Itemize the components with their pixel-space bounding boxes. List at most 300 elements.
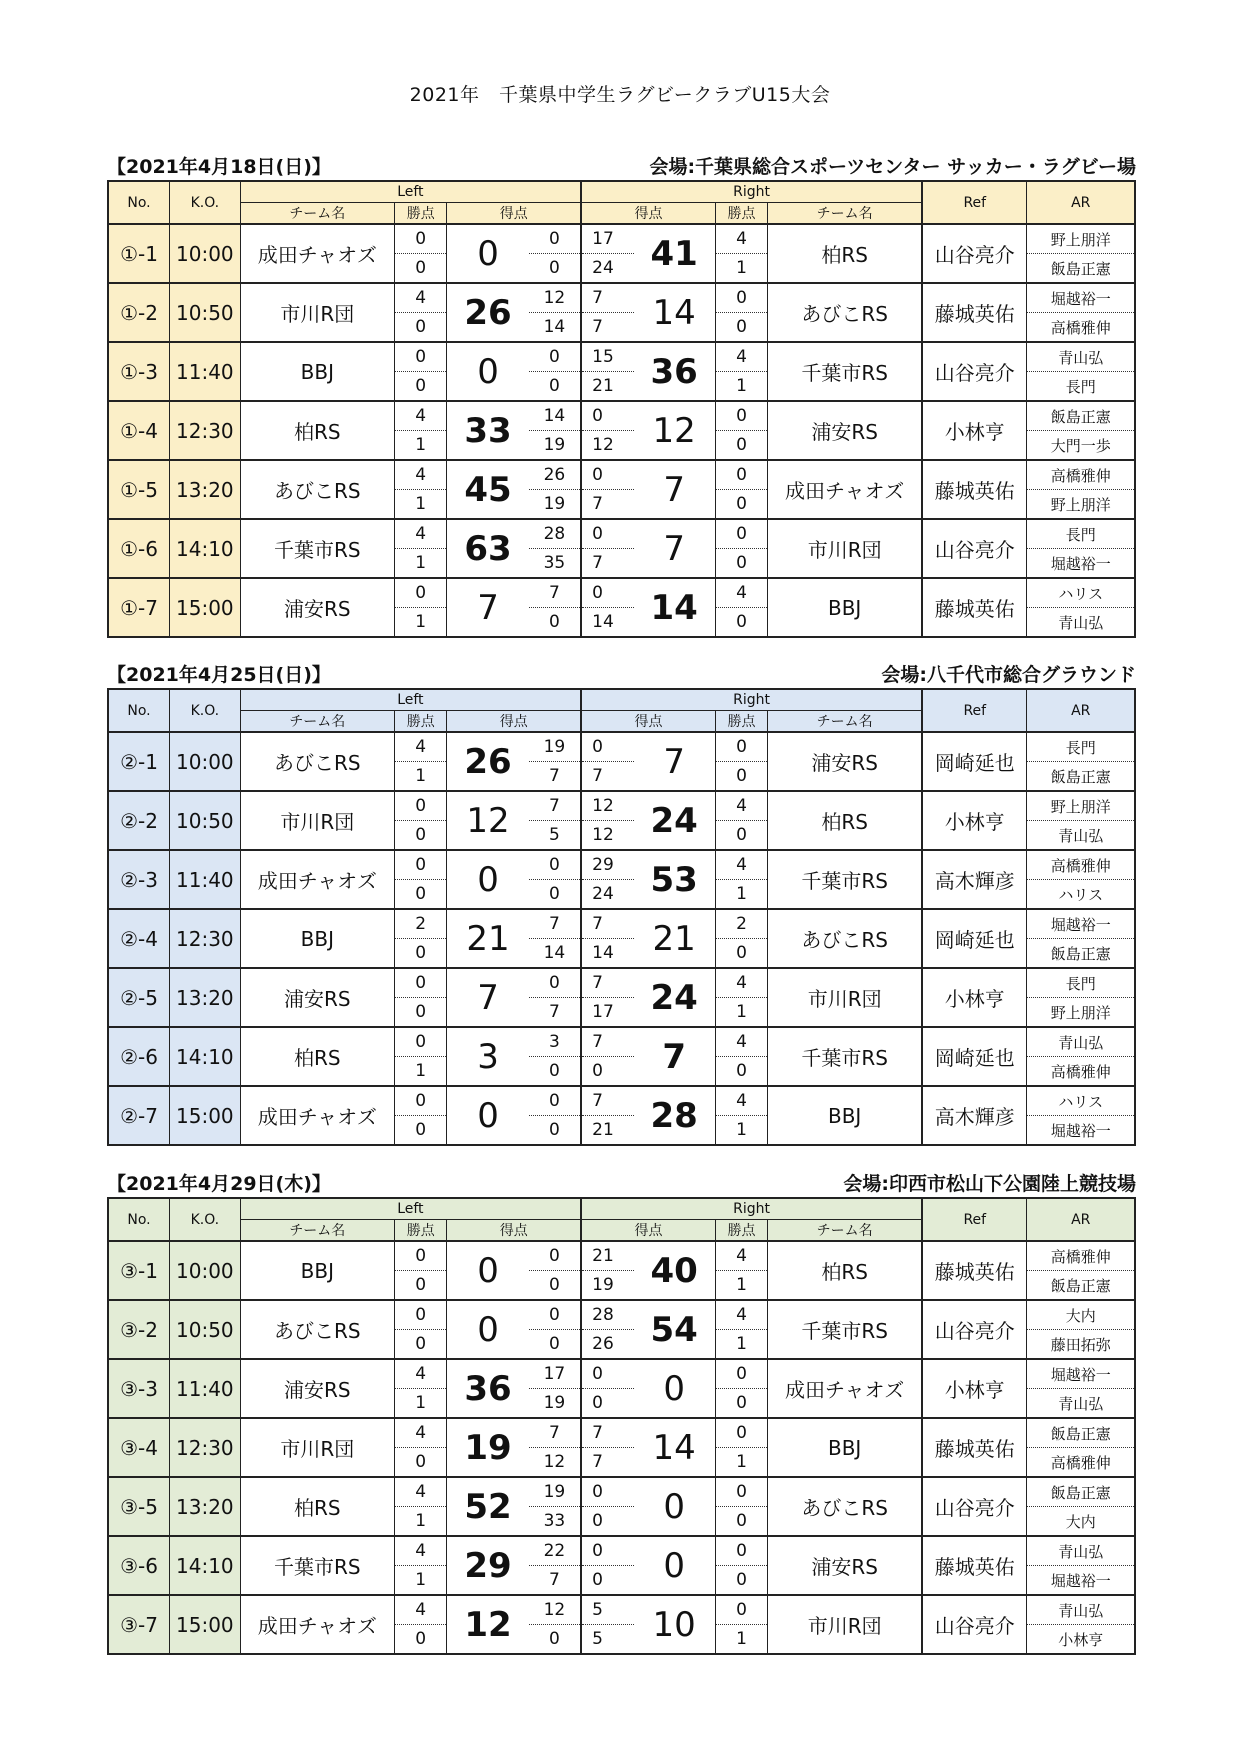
left-points-2: 1 [394, 549, 446, 579]
right-points-1: 0 [715, 1418, 767, 1448]
header-ar: AR [1027, 689, 1135, 732]
match-row [108, 1536, 1135, 1566]
left-team: あびこRS [240, 1300, 394, 1359]
assistant-referee-2: 飯島正憲 [1027, 1271, 1135, 1301]
left-points-2: 1 [394, 608, 446, 638]
header-team-left: チーム名 [240, 711, 394, 733]
right-team: 浦安RS [768, 732, 922, 791]
header-left: Left [240, 1198, 581, 1220]
header-ar: AR [1027, 181, 1135, 224]
assistant-referee-1: 長門 [1027, 732, 1135, 762]
match-number: ③-4 [108, 1418, 170, 1477]
right-half-score-1: 15 [581, 342, 633, 372]
right-half-score-1: 7 [581, 1027, 633, 1057]
right-total-score: 40 [634, 1241, 716, 1300]
right-points-1: 4 [715, 578, 767, 608]
header-right: Right [581, 181, 922, 203]
referee: 藤城英佑 [922, 578, 1027, 637]
right-points-1: 4 [715, 1086, 767, 1116]
right-half-score-2: 0 [581, 1389, 633, 1419]
header-score-right: 得点 [581, 711, 715, 733]
right-points-1: 4 [715, 1300, 767, 1330]
assistant-referee-2: 青山弘 [1027, 821, 1135, 851]
left-team: 成田チャオズ [240, 1595, 394, 1654]
match-number: ②-1 [108, 732, 170, 791]
right-points-1: 0 [715, 283, 767, 313]
match-number: ①-3 [108, 342, 170, 401]
left-half-score-1: 12 [529, 283, 581, 313]
assistant-referee-2: 大内 [1027, 1507, 1135, 1537]
match-row [108, 224, 1135, 254]
right-points-1: 0 [715, 519, 767, 549]
left-team: 市川R団 [240, 283, 394, 342]
left-team: あびこRS [240, 732, 394, 791]
left-team: 市川R団 [240, 791, 394, 850]
match-number: ③-7 [108, 1595, 170, 1654]
assistant-referee-2: 堀越裕一 [1027, 1566, 1135, 1596]
left-points-2: 1 [394, 762, 446, 792]
left-points-1: 0 [394, 1300, 446, 1330]
right-points-1: 4 [715, 1027, 767, 1057]
left-points-1: 4 [394, 1359, 446, 1389]
left-total-score: 19 [447, 1418, 529, 1477]
right-total-score: 7 [634, 460, 716, 519]
right-points-1: 2 [715, 909, 767, 939]
left-half-score-2: 0 [529, 608, 581, 638]
match-row [108, 283, 1135, 313]
header-no: No. [108, 689, 170, 732]
header-team-left: チーム名 [240, 203, 394, 225]
section-date: 【2021年4月29日(木)】 [107, 1173, 331, 1195]
right-team: 千葉市RS [768, 342, 922, 401]
right-total-score: 41 [634, 224, 716, 283]
left-points-1: 4 [394, 519, 446, 549]
left-total-score: 7 [447, 578, 529, 637]
right-team: BBJ [768, 1086, 922, 1145]
left-total-score: 0 [447, 342, 529, 401]
referee: 岡崎延也 [922, 909, 1027, 968]
header-team-right: チーム名 [768, 711, 922, 733]
right-points-2: 0 [715, 490, 767, 520]
kickoff-time: 12:30 [170, 1418, 241, 1477]
right-points-2: 1 [715, 1625, 767, 1655]
kickoff-time: 10:50 [170, 1300, 241, 1359]
assistant-referee-1: 野上朋洋 [1027, 791, 1135, 821]
assistant-referee-2: ハリス [1027, 880, 1135, 910]
left-points-2: 0 [394, 880, 446, 910]
left-half-score-2: 33 [529, 1507, 581, 1537]
kickoff-time: 11:40 [170, 1359, 241, 1418]
referee: 山谷亮介 [922, 1300, 1027, 1359]
right-half-score-1: 7 [581, 283, 633, 313]
assistant-referee-2: 高橋雅伸 [1027, 313, 1135, 343]
right-team: 柏RS [768, 224, 922, 283]
right-total-score: 7 [634, 519, 716, 578]
left-half-score-1: 0 [529, 224, 581, 254]
left-points-1: 0 [394, 1027, 446, 1057]
referee: 藤城英佑 [922, 283, 1027, 342]
referee: 岡崎延也 [922, 732, 1027, 791]
left-half-score-1: 26 [529, 460, 581, 490]
match-row [108, 1086, 1135, 1116]
match-number: ③-5 [108, 1477, 170, 1536]
right-points-1: 0 [715, 401, 767, 431]
right-half-score-1: 21 [581, 1241, 633, 1271]
referee: 山谷亮介 [922, 224, 1027, 283]
right-points-1: 4 [715, 342, 767, 372]
right-half-score-2: 0 [581, 1566, 633, 1596]
left-total-score: 21 [447, 909, 529, 968]
match-row [108, 1241, 1135, 1271]
match-row [108, 909, 1135, 939]
match-row [108, 578, 1135, 608]
assistant-referee-1: 大内 [1027, 1300, 1135, 1330]
left-half-score-1: 12 [529, 1595, 581, 1625]
left-points-1: 4 [394, 732, 446, 762]
assistant-referee-1: 堀越裕一 [1027, 1359, 1135, 1389]
left-team: 成田チャオズ [240, 850, 394, 909]
left-points-2: 0 [394, 1271, 446, 1301]
right-half-score-2: 7 [581, 1448, 633, 1478]
right-half-score-2: 7 [581, 313, 633, 343]
right-total-score: 53 [634, 850, 716, 909]
referee: 山谷亮介 [922, 1477, 1027, 1536]
kickoff-time: 14:10 [170, 1536, 241, 1595]
left-points-2: 1 [394, 1057, 446, 1087]
left-half-score-2: 14 [529, 939, 581, 969]
left-half-score-2: 0 [529, 1625, 581, 1655]
left-points-1: 4 [394, 1477, 446, 1507]
kickoff-time: 10:00 [170, 732, 241, 791]
match-row [108, 342, 1135, 372]
assistant-referee-2: 堀越裕一 [1027, 549, 1135, 579]
section-date: 【2021年4月25日(日)】 [107, 664, 331, 686]
right-points-2: 1 [715, 1271, 767, 1301]
assistant-referee-1: 野上朋洋 [1027, 224, 1135, 254]
right-half-score-1: 0 [581, 578, 633, 608]
left-team: 柏RS [240, 1477, 394, 1536]
right-team: 成田チャオズ [768, 1359, 922, 1418]
left-points-1: 2 [394, 909, 446, 939]
referee: 藤城英佑 [922, 1418, 1027, 1477]
left-points-1: 4 [394, 460, 446, 490]
assistant-referee-2: 藤田拓弥 [1027, 1330, 1135, 1360]
assistant-referee-1: 飯島正憲 [1027, 1418, 1135, 1448]
assistant-referee-1: 青山弘 [1027, 1536, 1135, 1566]
assistant-referee-1: 高橋雅伸 [1027, 850, 1135, 880]
assistant-referee-2: 野上朋洋 [1027, 998, 1135, 1028]
right-half-score-1: 0 [581, 1536, 633, 1566]
header-ko: K.O. [170, 181, 241, 224]
left-half-score-1: 0 [529, 1086, 581, 1116]
right-total-score: 21 [634, 909, 716, 968]
left-total-score: 0 [447, 850, 529, 909]
right-half-score-2: 17 [581, 998, 633, 1028]
left-half-score-2: 0 [529, 254, 581, 284]
right-half-score-1: 0 [581, 519, 633, 549]
right-points-1: 0 [715, 1477, 767, 1507]
match-number: ①-1 [108, 224, 170, 283]
match-row [108, 1595, 1135, 1625]
left-half-score-2: 0 [529, 1116, 581, 1146]
right-points-2: 0 [715, 939, 767, 969]
match-number: ②-2 [108, 791, 170, 850]
left-half-score-2: 0 [529, 880, 581, 910]
header-ref: Ref [922, 1198, 1027, 1241]
assistant-referee-2: 飯島正憲 [1027, 762, 1135, 792]
left-half-score-2: 7 [529, 1566, 581, 1596]
left-total-score: 63 [447, 519, 529, 578]
right-points-1: 0 [715, 1536, 767, 1566]
kickoff-time: 13:20 [170, 968, 241, 1027]
header-score-left: 得点 [447, 711, 581, 733]
kickoff-time: 10:00 [170, 224, 241, 283]
left-team: 千葉市RS [240, 1536, 394, 1595]
match-number: ②-5 [108, 968, 170, 1027]
right-team: 千葉市RS [768, 1027, 922, 1086]
kickoff-time: 11:40 [170, 342, 241, 401]
header-team-right: チーム名 [768, 1220, 922, 1242]
left-total-score: 33 [447, 401, 529, 460]
left-team: 浦安RS [240, 578, 394, 637]
right-points-1: 4 [715, 850, 767, 880]
kickoff-time: 10:50 [170, 791, 241, 850]
left-team: 浦安RS [240, 1359, 394, 1418]
kickoff-time: 12:30 [170, 401, 241, 460]
left-half-score-1: 28 [529, 519, 581, 549]
right-half-score-2: 12 [581, 431, 633, 461]
right-half-score-1: 0 [581, 1477, 633, 1507]
left-half-score-1: 19 [529, 1477, 581, 1507]
right-team: 市川R団 [768, 519, 922, 578]
right-team: BBJ [768, 1418, 922, 1477]
match-row [108, 401, 1135, 431]
right-team: 柏RS [768, 791, 922, 850]
referee: 山谷亮介 [922, 519, 1027, 578]
left-team: 柏RS [240, 1027, 394, 1086]
left-total-score: 3 [447, 1027, 529, 1086]
left-total-score: 26 [447, 732, 529, 791]
right-team: 千葉市RS [768, 1300, 922, 1359]
left-team: あびこRS [240, 460, 394, 519]
right-points-1: 0 [715, 1595, 767, 1625]
right-half-score-2: 7 [581, 490, 633, 520]
right-half-score-1: 0 [581, 732, 633, 762]
right-half-score-2: 14 [581, 939, 633, 969]
referee: 小林亨 [922, 968, 1027, 1027]
header-ko: K.O. [170, 1198, 241, 1241]
right-half-score-1: 17 [581, 224, 633, 254]
right-half-score-2: 26 [581, 1330, 633, 1360]
right-total-score: 7 [634, 732, 716, 791]
left-total-score: 0 [447, 1241, 529, 1300]
right-half-score-2: 7 [581, 762, 633, 792]
right-points-2: 0 [715, 313, 767, 343]
left-points-1: 0 [394, 968, 446, 998]
match-number: ③-2 [108, 1300, 170, 1359]
header-points-left: 勝点 [394, 711, 446, 733]
section-venue: 会場:印西市松山下公園陸上競技場 [843, 1173, 1136, 1195]
left-half-score-1: 0 [529, 1300, 581, 1330]
kickoff-time: 14:10 [170, 1027, 241, 1086]
assistant-referee-2: 青山弘 [1027, 1389, 1135, 1419]
left-half-score-1: 0 [529, 850, 581, 880]
match-number: ③-3 [108, 1359, 170, 1418]
right-team: 成田チャオズ [768, 460, 922, 519]
left-team: 柏RS [240, 401, 394, 460]
left-points-2: 0 [394, 372, 446, 402]
left-half-score-1: 19 [529, 732, 581, 762]
assistant-referee-1: 堀越裕一 [1027, 283, 1135, 313]
left-points-1: 0 [394, 791, 446, 821]
match-row [108, 850, 1135, 880]
right-team: 市川R団 [768, 1595, 922, 1654]
left-points-2: 1 [394, 490, 446, 520]
header-left: Left [240, 689, 581, 711]
right-half-score-1: 7 [581, 909, 633, 939]
left-points-1: 0 [394, 850, 446, 880]
left-half-score-2: 19 [529, 490, 581, 520]
match-number: ①-5 [108, 460, 170, 519]
right-total-score: 0 [634, 1359, 716, 1418]
left-points-1: 4 [394, 1595, 446, 1625]
right-points-2: 1 [715, 998, 767, 1028]
left-half-score-2: 0 [529, 1330, 581, 1360]
right-total-score: 54 [634, 1300, 716, 1359]
left-half-score-1: 7 [529, 909, 581, 939]
right-half-score-2: 5 [581, 1625, 633, 1655]
right-points-1: 4 [715, 1241, 767, 1271]
header-points-left: 勝点 [394, 203, 446, 225]
right-half-score-2: 21 [581, 1116, 633, 1146]
right-half-score-1: 28 [581, 1300, 633, 1330]
header-score-left: 得点 [447, 1220, 581, 1242]
match-row [108, 1359, 1135, 1389]
right-team: 浦安RS [768, 401, 922, 460]
assistant-referee-2: 大門一歩 [1027, 431, 1135, 461]
referee: 藤城英佑 [922, 1536, 1027, 1595]
right-points-2: 1 [715, 1448, 767, 1478]
left-team: 市川R団 [240, 1418, 394, 1477]
match-table [107, 1197, 1136, 1655]
referee: 岡崎延也 [922, 1027, 1027, 1086]
left-points-2: 0 [394, 998, 446, 1028]
right-points-1: 4 [715, 968, 767, 998]
header-score-right: 得点 [581, 203, 715, 225]
right-points-1: 4 [715, 791, 767, 821]
right-half-score-1: 7 [581, 1086, 633, 1116]
right-half-score-1: 7 [581, 1418, 633, 1448]
kickoff-time: 15:00 [170, 1595, 241, 1654]
left-half-score-2: 0 [529, 1057, 581, 1087]
match-row [108, 732, 1135, 762]
header-team-left: チーム名 [240, 1220, 394, 1242]
assistant-referee-1: 青山弘 [1027, 1595, 1135, 1625]
right-total-score: 14 [634, 283, 716, 342]
right-points-2: 0 [715, 821, 767, 851]
header-left: Left [240, 181, 581, 203]
kickoff-time: 12:30 [170, 909, 241, 968]
match-number: ①-6 [108, 519, 170, 578]
kickoff-time: 11:40 [170, 850, 241, 909]
left-team: BBJ [240, 342, 394, 401]
left-team: BBJ [240, 909, 394, 968]
header-points-right: 勝点 [715, 711, 767, 733]
assistant-referee-2: 飯島正憲 [1027, 939, 1135, 969]
right-team: BBJ [768, 578, 922, 637]
left-points-1: 4 [394, 401, 446, 431]
left-half-score-1: 0 [529, 968, 581, 998]
header-ref: Ref [922, 181, 1027, 224]
left-half-score-1: 0 [529, 342, 581, 372]
right-half-score-1: 5 [581, 1595, 633, 1625]
left-half-score-1: 17 [529, 1359, 581, 1389]
assistant-referee-1: ハリス [1027, 578, 1135, 608]
assistant-referee-1: 堀越裕一 [1027, 909, 1135, 939]
header-no: No. [108, 181, 170, 224]
left-half-score-2: 19 [529, 431, 581, 461]
left-total-score: 0 [447, 224, 529, 283]
left-team: BBJ [240, 1241, 394, 1300]
match-table [107, 688, 1136, 1146]
assistant-referee-1: 高橋雅伸 [1027, 1241, 1135, 1271]
right-total-score: 12 [634, 401, 716, 460]
kickoff-time: 14:10 [170, 519, 241, 578]
left-half-score-1: 22 [529, 1536, 581, 1566]
right-half-score-2: 24 [581, 254, 633, 284]
match-number: ③-1 [108, 1241, 170, 1300]
right-half-score-2: 21 [581, 372, 633, 402]
section-venue: 会場:八千代市総合グラウンド [881, 664, 1136, 686]
left-points-2: 0 [394, 939, 446, 969]
right-team: あびこRS [768, 283, 922, 342]
header-score-left: 得点 [447, 203, 581, 225]
right-total-score: 24 [634, 791, 716, 850]
right-half-score-2: 7 [581, 549, 633, 579]
section-date: 【2021年4月18日(日)】 [107, 156, 331, 178]
header-points-left: 勝点 [394, 1220, 446, 1242]
left-total-score: 12 [447, 1595, 529, 1654]
match-row [108, 968, 1135, 998]
right-half-score-1: 0 [581, 460, 633, 490]
right-points-2: 0 [715, 762, 767, 792]
left-points-1: 0 [394, 224, 446, 254]
left-points-2: 1 [394, 1566, 446, 1596]
schedule-section [107, 658, 1136, 1146]
assistant-referee-2: 高橋雅伸 [1027, 1057, 1135, 1087]
left-total-score: 12 [447, 791, 529, 850]
left-half-score-2: 0 [529, 1271, 581, 1301]
right-total-score: 14 [634, 578, 716, 637]
referee: 小林亨 [922, 1359, 1027, 1418]
header-team-right: チーム名 [768, 203, 922, 225]
right-points-1: 0 [715, 732, 767, 762]
match-row [108, 460, 1135, 490]
left-half-score-2: 0 [529, 372, 581, 402]
kickoff-time: 10:00 [170, 1241, 241, 1300]
right-points-2: 0 [715, 1566, 767, 1596]
kickoff-time: 15:00 [170, 1086, 241, 1145]
left-points-1: 0 [394, 342, 446, 372]
left-total-score: 36 [447, 1359, 529, 1418]
match-number: ①-7 [108, 578, 170, 637]
left-total-score: 52 [447, 1477, 529, 1536]
assistant-referee-2: 高橋雅伸 [1027, 1448, 1135, 1478]
header-right: Right [581, 689, 922, 711]
left-total-score: 29 [447, 1536, 529, 1595]
match-row [108, 791, 1135, 821]
left-points-2: 0 [394, 1330, 446, 1360]
